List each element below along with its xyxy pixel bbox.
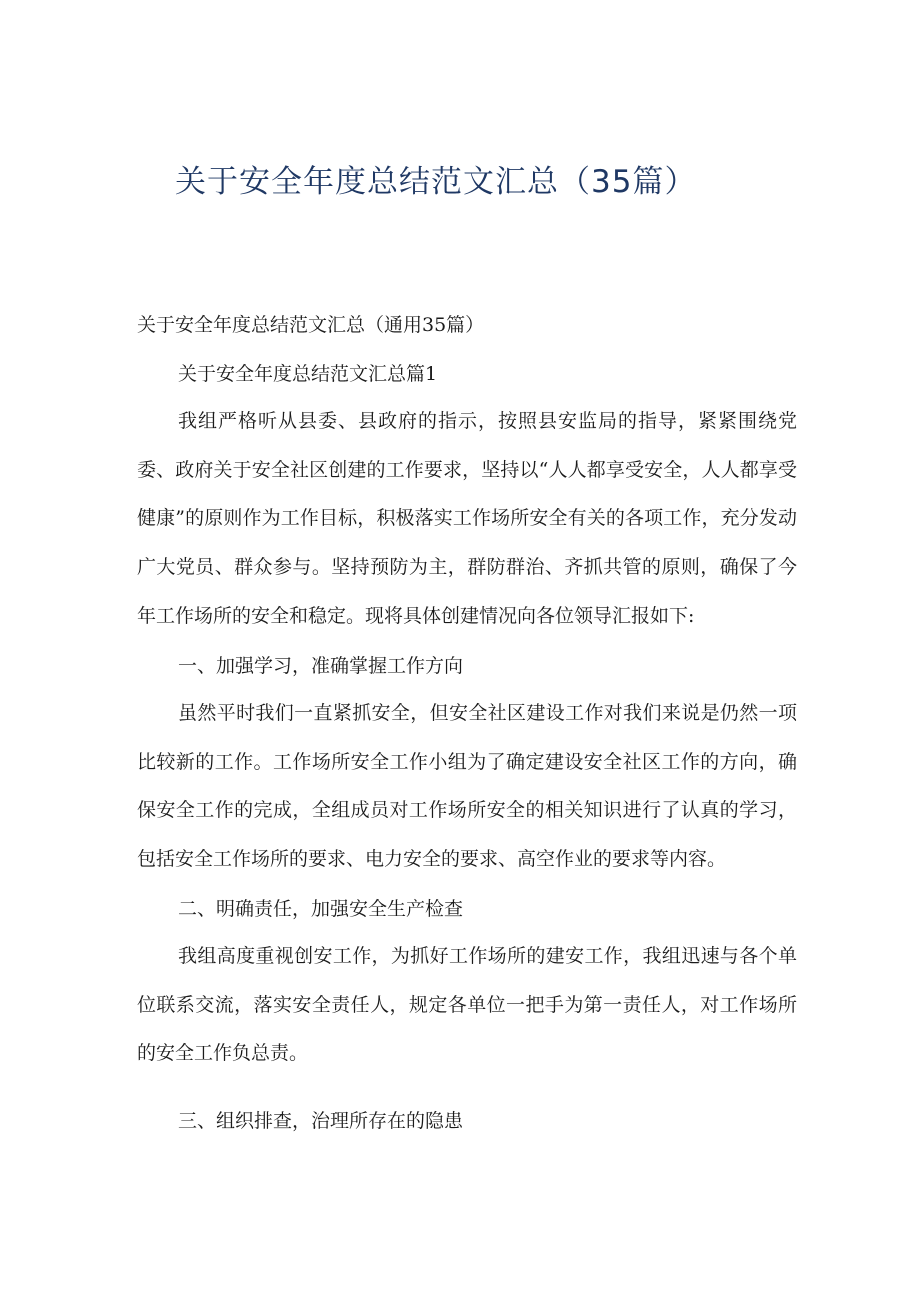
section-1-heading: 一、加强学习，准确掌握工作方向 (178, 655, 464, 677)
document-subtitle: 关于安全年度总结范文汇总（通用35篇） (137, 314, 485, 336)
document-title: 关于安全年度总结范文汇总（35篇） (175, 164, 697, 200)
article-heading: 关于安全年度总结范文汇总篇1 (178, 363, 438, 385)
section-2-heading: 二、明确责任，加强安全生产检查 (178, 898, 464, 920)
section-3-heading: 三、组织排查，治理所存在的隐患 (178, 1110, 464, 1132)
paragraph-2: 虽然平时我们一直紧抓安全，但安全社区建设工作对我们来说是仍然一项比较新的工作。工作场所安全工作小组为了确定建设安全社区工作的方向，确保安全工作的完成，全组成员对工作场所安全的相关知识进行了认真的学习，包括安全工作场所的要求、电力安全的要求、高空作业的要求等内容。 (137, 702, 797, 871)
paragraph-3: 我组高度重视创安工作，为抓好工作场所的建安工作，我组迅速与各个单位联系交流，落实安全责任人，规定各单位一把手为第一责任人，对工作场所的安全工作负总责。 (137, 945, 797, 1065)
paragraph-1: 我组严格听从县委、县政府的指示，按照县安监局的指导，紧紧围绕党委、政府关于安全社区创建的工作要求，坚持以“人人都享受安全，人人都享受健康”的原则作为工作目标，积极落实工作场所安全有关的各项工作，充分发动广大党员、群众参与。坚持预防为主，群防群治、齐抓共管的原则，确保了今年工作场所的安全和稳定。现将具体创建情况向各位领导汇报如下: (137, 410, 797, 627)
